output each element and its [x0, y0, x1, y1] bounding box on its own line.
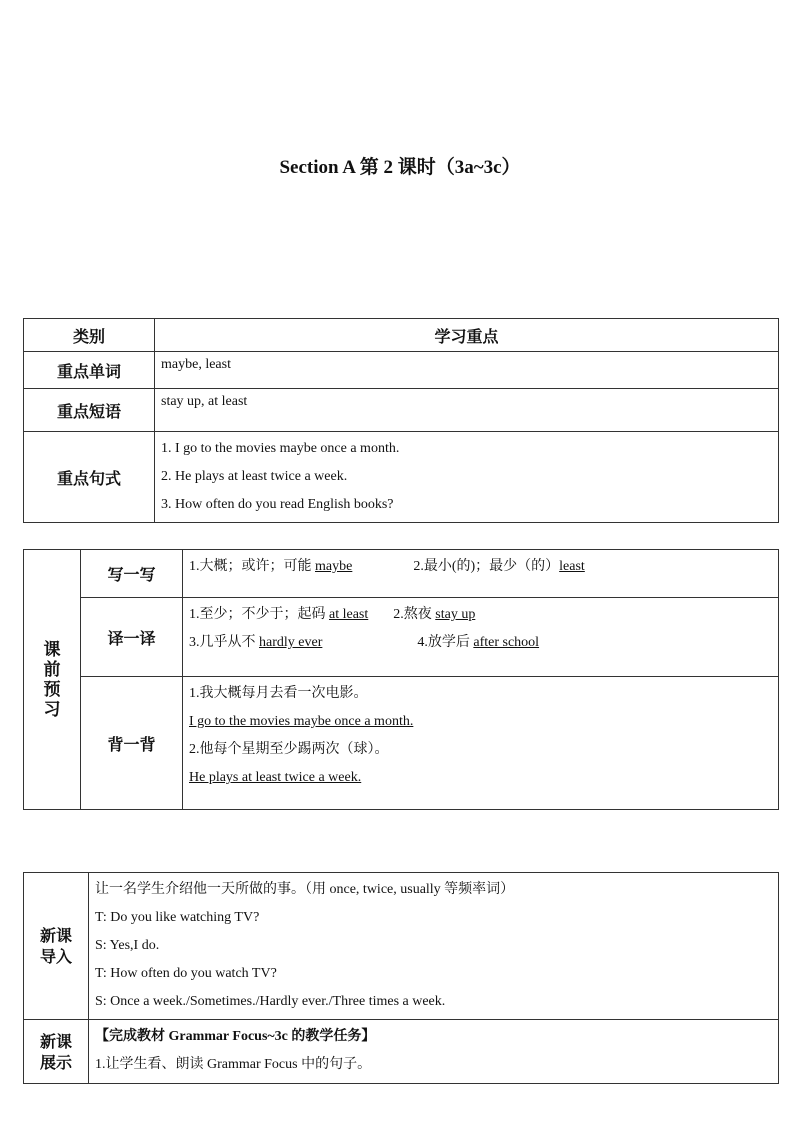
category-header: 类别 [24, 319, 155, 352]
answer-maybe: maybe [315, 559, 353, 574]
recite-line-2: I go to the movies maybe once a month. [189, 714, 414, 729]
row-label-sentences: 重点句式 [24, 432, 155, 523]
key-sentence-1: 1. I go to the movies maybe once a month. [161, 441, 400, 456]
intro-line-3: S: Yes,I do. [95, 938, 160, 953]
intro-line-5: S: Once a week./Sometimes./Hardly ever./Three times a week. [95, 994, 446, 1009]
answer-after-school: after school [473, 635, 540, 650]
focus-header: 学习重点 [155, 319, 779, 352]
intro-label: 新课 导入 [24, 873, 89, 1020]
lesson-table [23, 872, 779, 1084]
show-line-1: 1.让学生看、朗读 Grammar Focus 中的句子。 [95, 1057, 372, 1072]
intro-line-1: 让一名学生介绍他一天所做的事。（用 once, twice, usually 等频率词） [95, 882, 515, 897]
recite-line-1: 1.我大概每月去看一次电影。 [189, 686, 368, 701]
table-row [24, 550, 779, 598]
recite-line-4: He plays at least twice a week. [189, 770, 362, 785]
page-title: Section A 第 2 课时（3a~3c） [279, 157, 521, 178]
key-phrases-text: stay up, at least [161, 394, 248, 409]
show-label: 新课 展示 [24, 1020, 89, 1084]
answer-at-least: at least [329, 607, 369, 622]
translate-line-2: 3.几乎从不 hardly ever 4.放学后 after school [189, 635, 540, 650]
table-row [24, 598, 779, 677]
translate-line-1: 1.至少；不少于；起码 at least 2.熬夜 stay up [189, 607, 476, 622]
preview-table [23, 549, 779, 810]
row-label-words: 重点单词 [24, 352, 155, 389]
show-heading: 【完成教材 Grammar Focus~3c 的教学任务】 [95, 1029, 376, 1044]
table-row [24, 873, 779, 1020]
table-row [24, 352, 779, 389]
translate-label: 译一译 [81, 598, 183, 677]
answer-stay-up: stay up [435, 607, 476, 622]
table-row [24, 677, 779, 810]
key-sentence-2: 2. He plays at least twice a week. [161, 469, 348, 484]
preview-section-label: 课 前 预 习 [24, 550, 81, 810]
answer-least: least [559, 559, 585, 574]
key-sentence-3: 3. How often do you read English books? [161, 497, 394, 512]
table-row [24, 432, 779, 523]
key-points-table [23, 318, 779, 523]
row-label-phrases: 重点短语 [24, 389, 155, 432]
answer-hardly-ever: hardly ever [259, 635, 323, 650]
intro-line-2: T: Do you like watching TV? [95, 910, 260, 925]
recite-label: 背一背 [81, 677, 183, 810]
write-label: 写一写 [81, 550, 183, 598]
table-row [24, 389, 779, 432]
key-words-text: maybe, least [161, 357, 231, 372]
table-header-row [24, 319, 779, 352]
intro-line-4: T: How often do you watch TV? [95, 966, 277, 981]
table-row [24, 1020, 779, 1084]
recite-line-3: 2.他每个星期至少踢两次（球）。 [189, 742, 389, 757]
write-line: 1.大概；或许；可能 maybe 2.最小(的)；最少（的）least [189, 559, 585, 574]
